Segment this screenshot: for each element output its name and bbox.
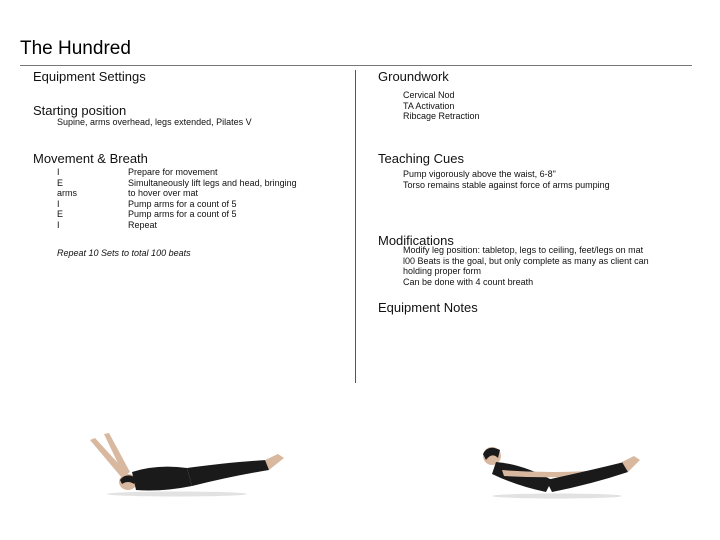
modifications-list: [403, 245, 649, 287]
starting-position-heading: Starting position: [33, 103, 127, 118]
teaching-cue: Torso remains stable against force of arms pumping: [403, 179, 610, 190]
modification-item: Modify leg position: tabletop, legs to ceiling, feet/legs on mat: [403, 245, 644, 255]
movement-breath-heading: Movement & Breath: [33, 151, 148, 166]
movement-step: Repeat: [128, 219, 158, 230]
teaching-cue: Pump vigorously above the waist, 6-8": [403, 169, 556, 179]
movement-step: to hover over mat: [128, 188, 199, 199]
equipment-settings-heading: Equipment Settings: [33, 69, 146, 84]
movement-steps: [128, 167, 297, 231]
title-divider: [20, 65, 692, 66]
movement-step: Prepare for movement: [128, 167, 218, 177]
groundwork-item: Ribcage Retraction: [403, 111, 480, 122]
page-title: The Hundred: [20, 38, 131, 59]
movement-step: Pump arms for a count of 5: [128, 209, 237, 220]
breath-labels: [57, 167, 77, 231]
breath-label: arms: [57, 188, 77, 199]
groundwork-item: Cervical Nod: [403, 90, 455, 100]
column-divider: [355, 70, 356, 383]
modifications-heading: Modifications: [378, 233, 454, 248]
breath-label: I: [57, 198, 60, 209]
teaching-cues-list: [403, 169, 610, 190]
modification-item: l00 Beats is the goal, but only complete as many as client can: [403, 255, 649, 266]
repeat-note: Repeat 10 Sets to total 100 beats: [57, 248, 191, 258]
breath-label: I: [57, 219, 60, 230]
starting-position-text: Supine, arms overhead, legs extended, Pilates V: [57, 117, 252, 127]
left-exercise-photo: [62, 420, 292, 500]
breath-label: I: [57, 167, 60, 177]
modification-item: holding proper form: [403, 266, 482, 277]
breath-label: E: [57, 177, 64, 188]
modification-item: Can be done with 4 count breath: [403, 276, 534, 287]
movement-step: Pump arms for a count of 5: [128, 198, 237, 209]
right-exercise-photo: [462, 430, 682, 505]
teaching-cues-heading: Teaching Cues: [378, 151, 464, 166]
movement-step: Simultaneously lift legs and head, bringing: [128, 177, 297, 188]
groundwork-heading: Groundwork: [378, 69, 449, 84]
groundwork-item: TA Activation: [403, 100, 455, 111]
groundwork-list: [403, 90, 480, 122]
breath-label: E: [57, 209, 64, 220]
equipment-notes-heading: Equipment Notes: [378, 300, 478, 315]
